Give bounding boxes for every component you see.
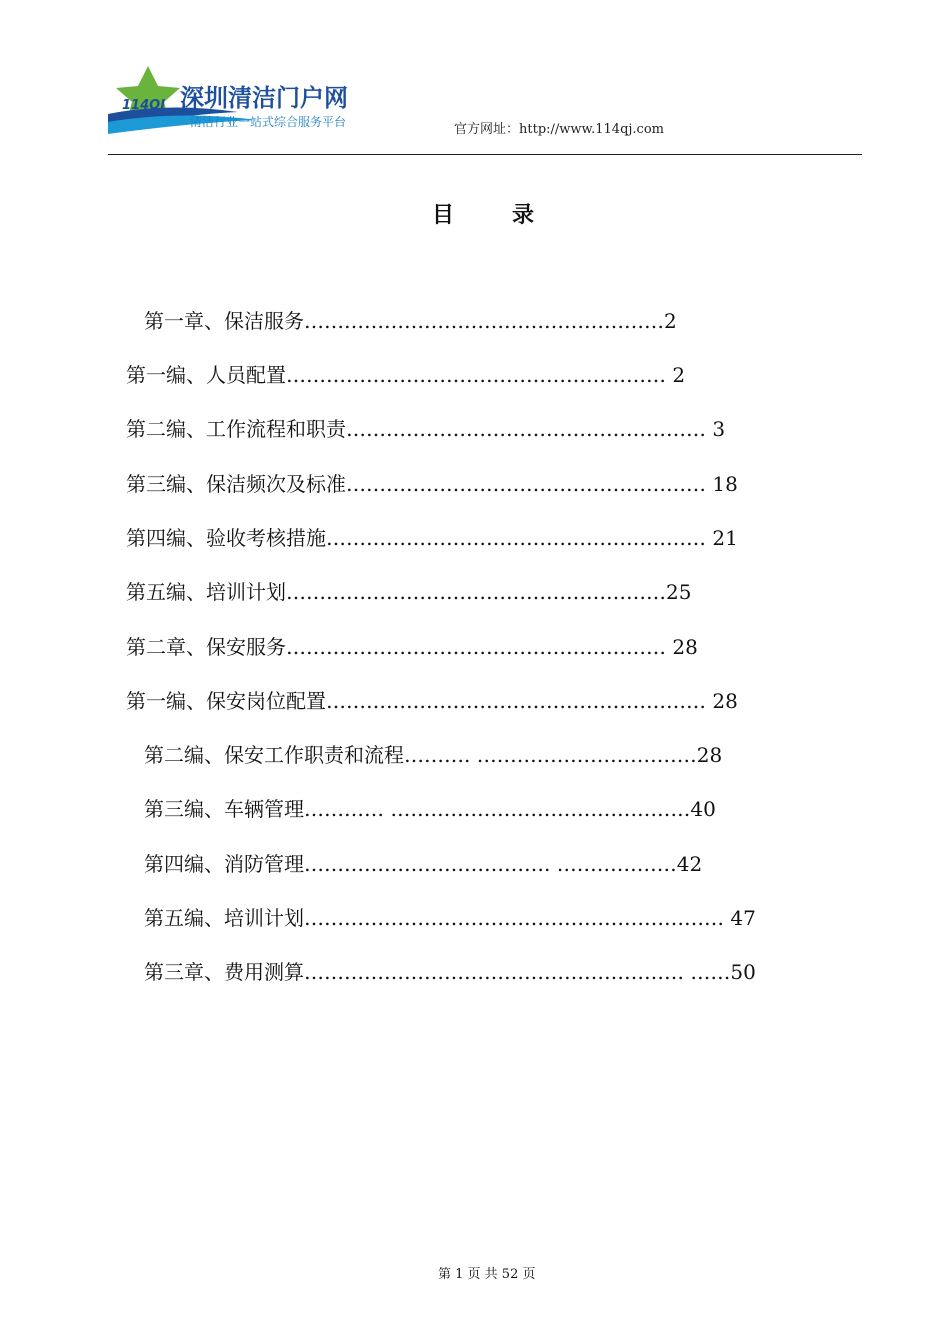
toc-entry[interactable] bbox=[126, 472, 738, 496]
title-char-2: 录 bbox=[512, 203, 535, 228]
toc-entry-dots: ………………………………………………… bbox=[326, 526, 713, 550]
toc-entry[interactable] bbox=[126, 526, 738, 550]
toc-entry-dots: ………………………………………………… bbox=[286, 363, 673, 387]
page-number: 第 1 页 共 52 页 bbox=[438, 1267, 536, 1282]
toc-entry-page: 28 bbox=[712, 689, 738, 713]
toc-entry[interactable] bbox=[126, 635, 698, 659]
toc-entry-dots: ………………………………………………… bbox=[286, 635, 673, 659]
header-divider bbox=[108, 154, 862, 155]
toc-entry[interactable] bbox=[126, 580, 691, 604]
toc-entry-page: 2 bbox=[664, 309, 677, 333]
toc-entry-page: 28 bbox=[696, 743, 723, 767]
toc-entry[interactable] bbox=[126, 417, 725, 441]
toc-entry[interactable] bbox=[144, 852, 702, 876]
toc-entry-label: 第五编、培训计划 bbox=[144, 906, 304, 930]
toc-entry-label: 第五编、培训计划 bbox=[126, 580, 286, 604]
toc-entry-label: 第二章、保安服务 bbox=[126, 635, 286, 659]
page-title bbox=[432, 198, 534, 229]
logo-badge: 114QJ bbox=[122, 98, 166, 113]
toc-entry-page: 28 bbox=[672, 635, 698, 659]
toc-entry-label: 第二编、保安工作职责和流程 bbox=[144, 743, 404, 767]
toc-entry-label: 第三编、车辆管理 bbox=[144, 797, 304, 821]
toc-entry[interactable] bbox=[144, 309, 677, 333]
logo-name: 深圳清洁门户网 bbox=[180, 84, 348, 112]
toc-entry-page: 18 bbox=[712, 472, 738, 496]
toc-entry-label: 第一编、保安岗位配置 bbox=[126, 689, 326, 713]
toc-entry-page: 40 bbox=[690, 797, 716, 821]
toc-entry[interactable] bbox=[144, 743, 722, 767]
toc-entry-label: 第四编、验收考核措施 bbox=[126, 526, 326, 550]
toc-entry[interactable] bbox=[144, 906, 756, 930]
site-logo bbox=[108, 62, 358, 134]
toc-entry-dots: ……………………………………………… bbox=[346, 472, 713, 496]
toc-entry-dots: ……………………………………………………… bbox=[304, 906, 731, 930]
title-char-1: 目 bbox=[432, 203, 455, 228]
toc-entry-label: 第四编、消防管理 bbox=[144, 852, 304, 876]
toc-entry-dots: ………………………………………………… …… bbox=[304, 960, 731, 984]
toc-entry[interactable] bbox=[144, 797, 716, 821]
toc-entry-page: 2 bbox=[672, 363, 686, 387]
toc-entry-dots: ………………………………. ……………… bbox=[304, 852, 677, 876]
site-url: 官方网址：http://www.114qj.com bbox=[454, 122, 664, 137]
toc-entry-page: 42 bbox=[676, 852, 703, 876]
toc-entry-label: 第三章、费用测算 bbox=[144, 960, 304, 984]
toc-entry-dots: ……………………………………………… bbox=[304, 309, 664, 333]
toc-entry-page: 3 bbox=[712, 417, 726, 441]
toc-entry-dots: ………………………………………………… bbox=[326, 689, 713, 713]
toc-entry[interactable] bbox=[126, 689, 738, 713]
toc-entry-dots: ………… ……………………………………… bbox=[304, 797, 691, 821]
toc-entry-dots: ……………………………………………… bbox=[346, 417, 713, 441]
toc-entry-page: 21 bbox=[712, 526, 738, 550]
toc-entry-label: 第二编、工作流程和职责 bbox=[126, 417, 346, 441]
toc-entry-label: 第三编、保洁频次及标准 bbox=[126, 472, 346, 496]
toc-entry-page: 47 bbox=[730, 906, 756, 930]
toc-entry-page: 25 bbox=[666, 580, 692, 604]
toc-entry[interactable] bbox=[126, 363, 685, 387]
toc-entry-dots: ………. …………………………… bbox=[404, 743, 697, 767]
logo-slogan: 清洁行业一站式综合服务平台 bbox=[190, 115, 347, 129]
toc-entry-page: 50 bbox=[730, 960, 756, 984]
toc-entry-label: 第一编、人员配置 bbox=[126, 363, 286, 387]
toc-entry[interactable] bbox=[144, 960, 756, 984]
toc-entry-dots: ………………………………………………… bbox=[286, 580, 666, 604]
toc-entry-label: 第一章、保洁服务 bbox=[144, 309, 304, 333]
